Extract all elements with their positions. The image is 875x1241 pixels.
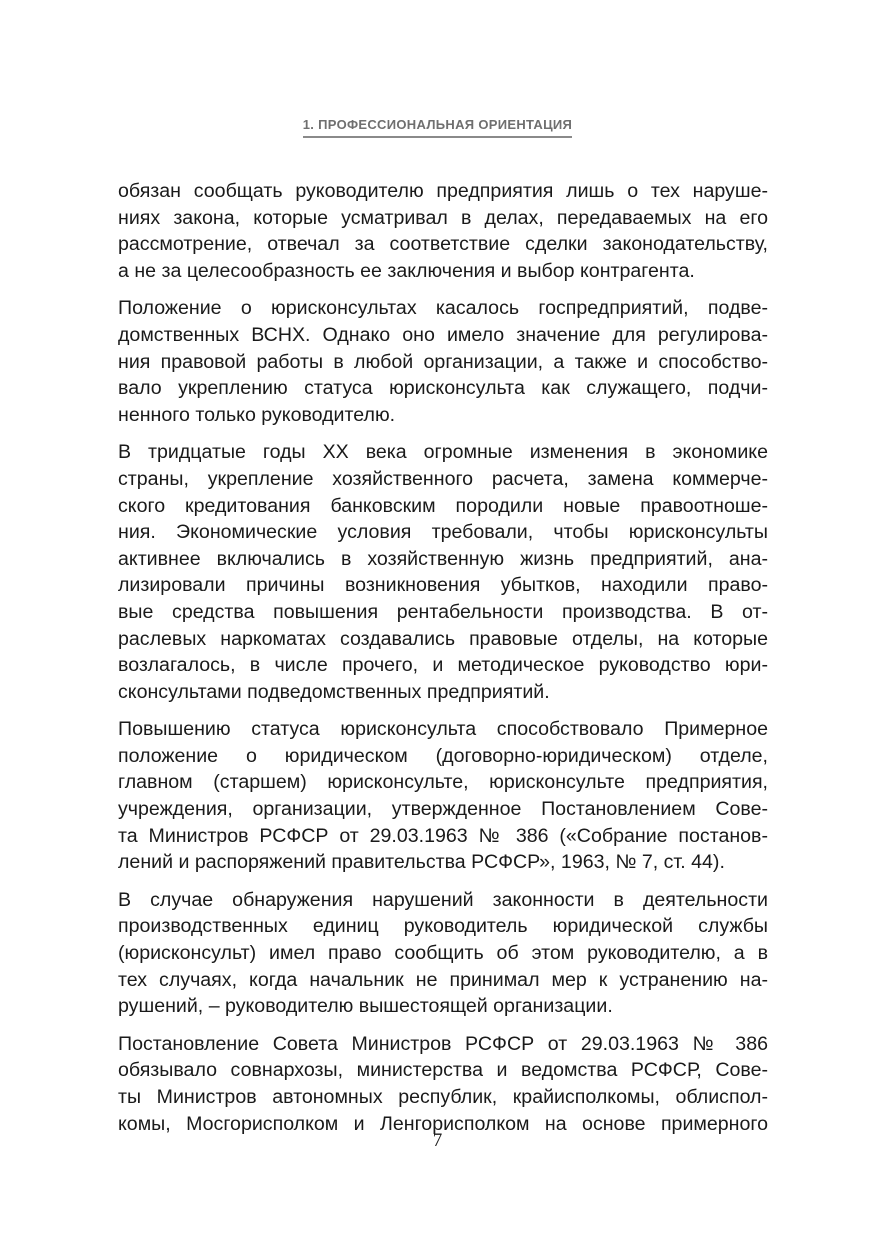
chapter-title: 1. ПРОФЕССИОНАЛЬНАЯ ОРИЕНТАЦИЯ [303, 117, 572, 138]
body-text [118, 178, 768, 1148]
text-line: обязывало совнархозы, министерства и ведомства РСФСР, Сове- [118, 1059, 768, 1082]
text-line: главном (старшем) юрисконсульте, юрисконсульте предприятия, [118, 771, 768, 794]
text-line: В случае обнаружения нарушений законности в деятельности [118, 888, 768, 911]
text-line: раслевых наркоматах создавались правовые отделы, на которые [118, 627, 768, 650]
paragraph [118, 716, 768, 876]
paragraph [118, 295, 768, 428]
paragraph [118, 1031, 768, 1137]
text-line: домственных ВСНХ. Однако оно имело значение для регулирова- [118, 323, 768, 346]
text-line: ненного только руководителю. [118, 403, 396, 426]
text-line: лизировали причины возникновения убытков, находили право- [118, 574, 768, 597]
text-line: рушений, – руководителю вышестоящей организации. [118, 995, 613, 1018]
text-line: ниях закона, которые усматривал в делах, передаваемых на его [118, 206, 768, 229]
text-line: та Министров РСФСР от 29.03.1963 № 386 («Собрание постанов- [118, 824, 768, 847]
text-line: Положение о юрисконсультах касалось госпредприятий, подве- [118, 297, 768, 320]
text-line: положение о юридическом (договорно-юридическом) отделе, [118, 744, 768, 767]
text-line: рассмотрение, отвечал за соответствие сделки законодательству, [118, 233, 768, 256]
text-line: обязан сообщать руководителю предприятия лишь о тех наруше- [118, 180, 768, 202]
text-line: тех случаях, когда начальник не принимал мер к устранению на- [118, 968, 768, 991]
text-line: В тридцатые годы XX века огромные изменения в экономике [118, 441, 768, 464]
text-line: ния правовой работы в любой организации, а также и способство- [118, 350, 768, 373]
text-line: лений и распоряжений правительства РСФСР», 1963, № 7, ст. 44). [118, 851, 725, 874]
text-line: (юрисконсульт) имел право сообщить об этом руководителю, а в [118, 942, 768, 965]
paragraph [118, 178, 768, 284]
text-line: ты Министров автономных республик, крайисполкомы, облиспол- [118, 1086, 768, 1108]
text-line: вые средства повышения рентабельности производства. В от- [118, 600, 768, 623]
text-line: ния. Экономические условия требовали, чтобы юрисконсульты [118, 521, 768, 544]
text-line: возлагалось, в числе прочего, и методическое руководство юри- [118, 654, 768, 677]
text-line: сконсультами подведомственных предприятий. [118, 680, 550, 703]
text-line: Повышению статуса юрисконсульта способствовало Примерное [118, 718, 768, 741]
text-line: учреждения, организации, утвержденное Постановлением Сове- [118, 798, 768, 821]
text-line: активнее включались в хозяйственную жизнь предприятий, ана- [118, 547, 768, 570]
text-line: ского кредитования банковским породили новые правоотноше- [118, 494, 768, 517]
page-number: 7 [432, 1130, 443, 1151]
text-line: Постановление Совета Министров РСФСР от 29.03.1963 № 386 [118, 1032, 768, 1055]
text-line: страны, укрепление хозяйственного расчета, замена коммерче- [118, 467, 768, 490]
text-line: а не за целесообразность ее заключения и выбор контрагента. [118, 259, 695, 282]
text-line: производственных единиц руководитель юридической службы [118, 915, 768, 938]
paragraph [118, 887, 768, 1020]
paragraph [118, 439, 768, 705]
text-line: комы, Мосгорисполком и Ленгорисполком на основе примерного [118, 1112, 768, 1135]
text-line: вало укреплению статуса юрисконсульта как служащего, подчи- [118, 377, 768, 400]
running-header [0, 116, 875, 138]
